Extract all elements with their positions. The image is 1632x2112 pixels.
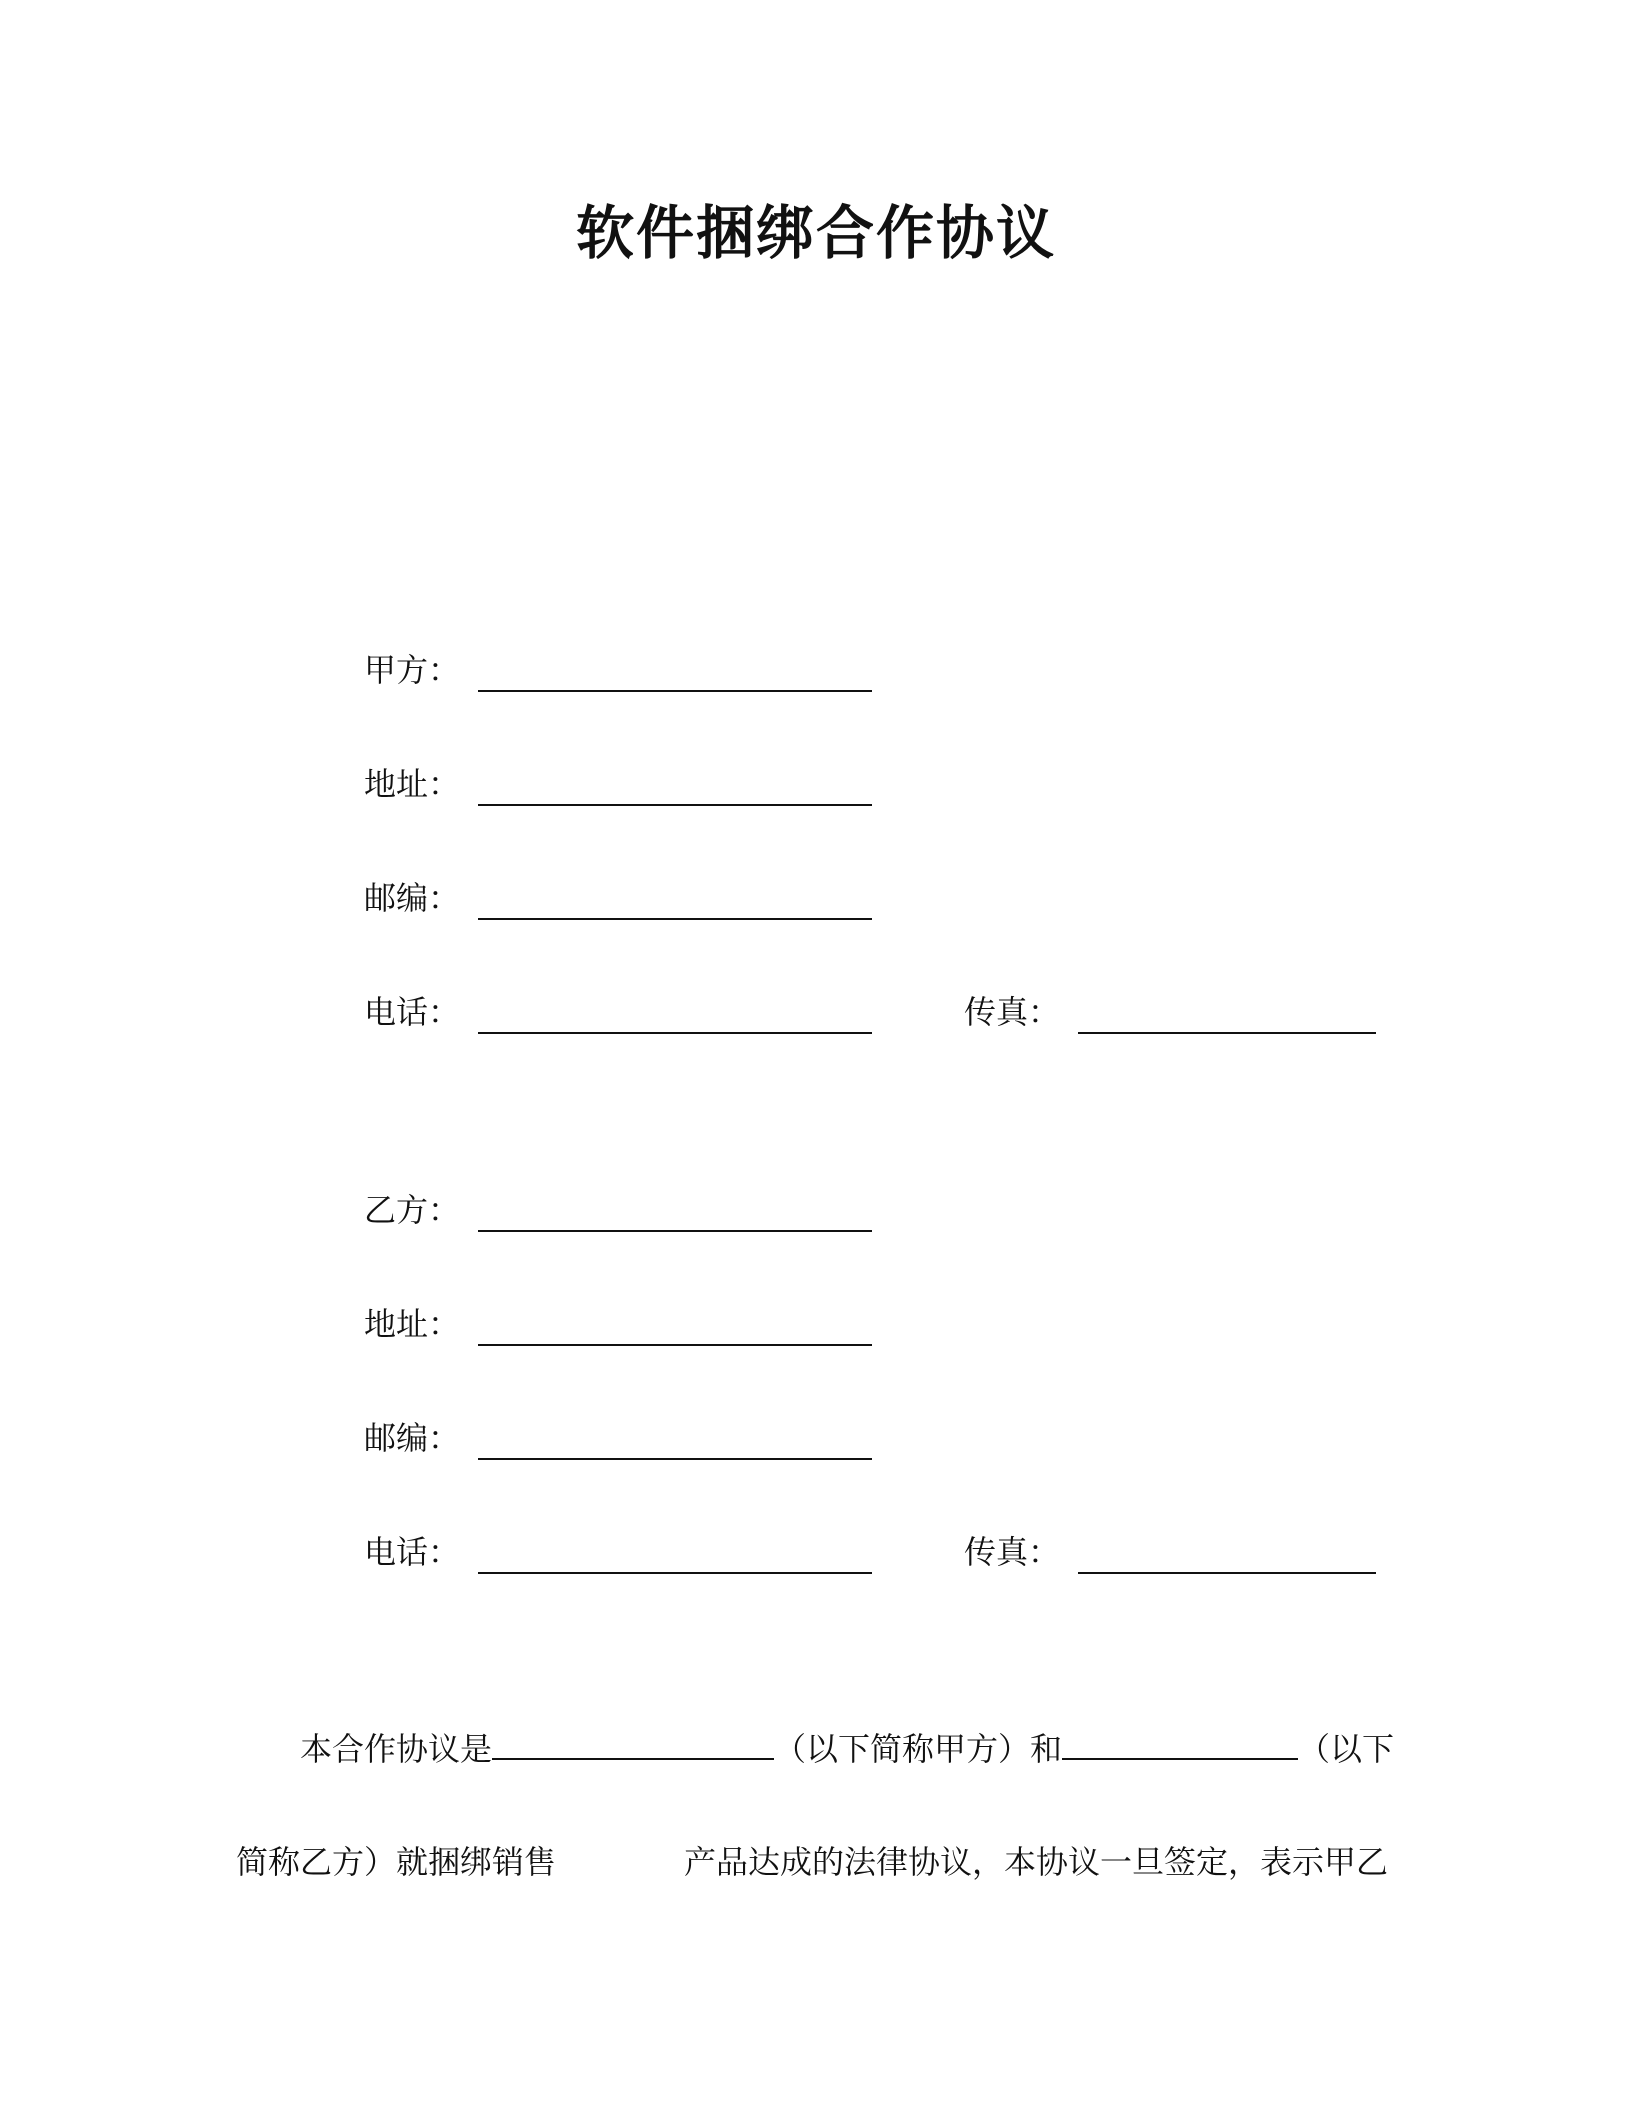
intro-line-1-text-3: （以下 xyxy=(1298,1730,1395,1768)
party-b-postcode-field[interactable] xyxy=(478,1458,872,1460)
intro-line-2 xyxy=(236,1842,1388,1882)
party-a-address-label: 地址： xyxy=(364,765,461,803)
party-a-fax-label: 传真： xyxy=(964,993,1061,1031)
party-a-postcode-label: 邮编： xyxy=(364,879,461,917)
intro-party-b-blank[interactable] xyxy=(1062,1728,1298,1760)
intro-line-2-text-2: 产品达成的法律协议，本协议一旦签定，表示甲乙 xyxy=(684,1843,1389,1881)
party-a-postcode-field[interactable] xyxy=(478,918,872,920)
intro-line-1-text-2: （以下简称甲方）和 xyxy=(774,1730,1063,1768)
intro-line-1 xyxy=(300,1728,1394,1769)
party-a-address-field[interactable] xyxy=(478,804,872,806)
party-b-name-label: 乙方： xyxy=(364,1191,461,1229)
party-a-phone-field[interactable] xyxy=(478,1032,872,1034)
party-b-fax-field[interactable] xyxy=(1078,1572,1376,1574)
party-a-phone-label: 电话： xyxy=(364,993,461,1031)
party-a-fax-field[interactable] xyxy=(1078,1032,1376,1034)
party-a-name-field[interactable] xyxy=(478,690,872,692)
party-b-phone-label: 电话： xyxy=(364,1533,461,1571)
party-b-address-label: 地址： xyxy=(364,1305,461,1343)
intro-line-2-text-1: 简称乙方）就捆绑销售 xyxy=(236,1843,557,1881)
party-a-name-label: 甲方： xyxy=(364,651,461,689)
party-b-address-field[interactable] xyxy=(478,1344,872,1346)
document-title: 软件捆绑合作协议 xyxy=(575,199,1056,267)
party-b-name-field[interactable] xyxy=(478,1230,872,1232)
party-b-postcode-label: 邮编： xyxy=(364,1419,461,1457)
intro-line-1-text-1: 本合作协议是 xyxy=(300,1730,493,1768)
party-b-phone-field[interactable] xyxy=(478,1572,872,1574)
party-b-fax-label: 传真： xyxy=(964,1533,1061,1571)
intro-party-a-blank[interactable] xyxy=(492,1728,774,1760)
